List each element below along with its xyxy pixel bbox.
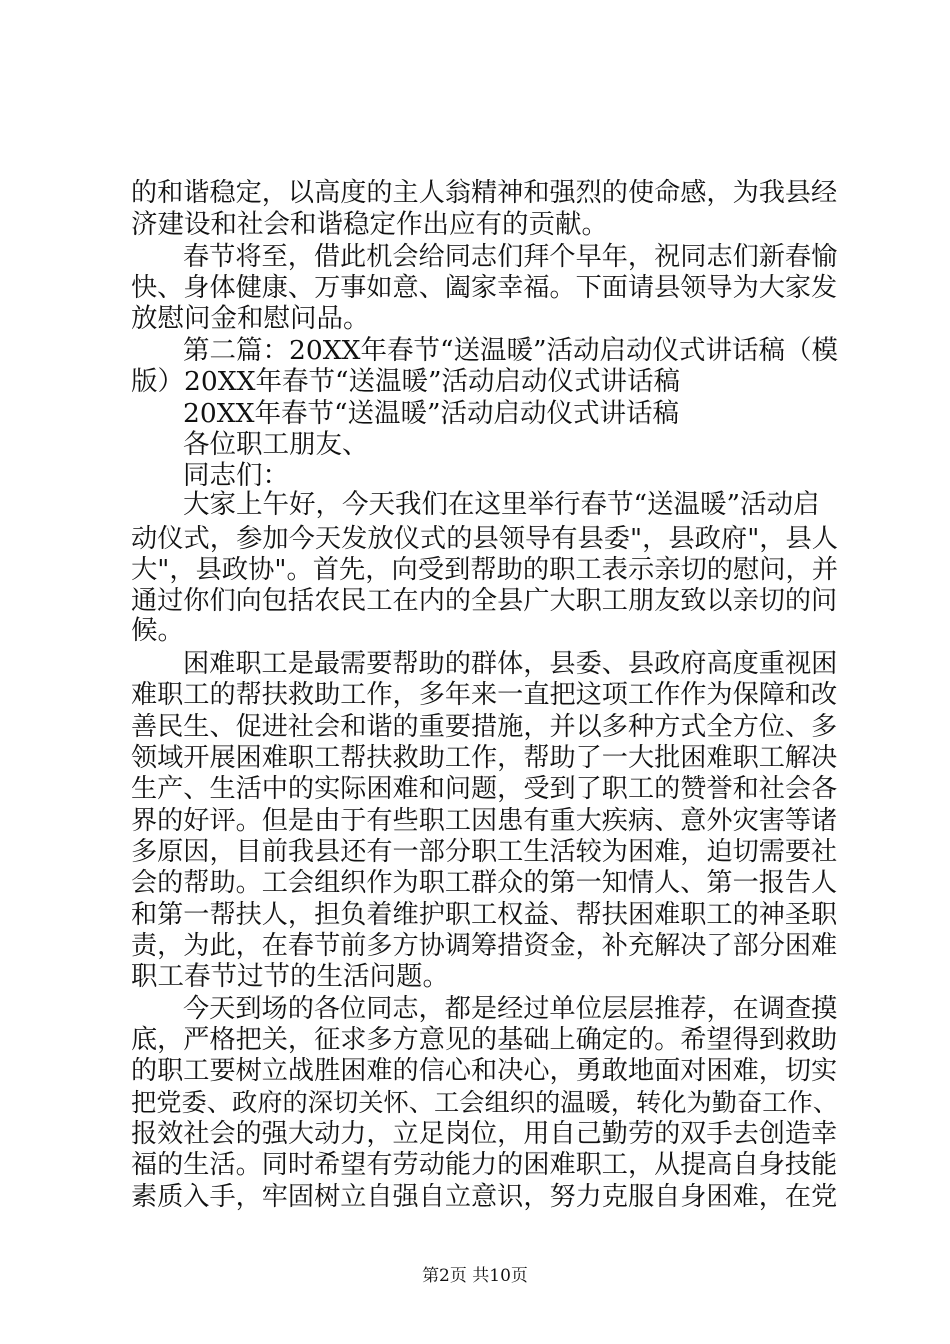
text-line: 职工春节过节的生活问题。 — [131, 961, 449, 992]
text-line: 和第一帮扶人，担负着维护职工权益、帮扶困难职工的神圣职 — [131, 900, 838, 930]
text-line: 难职工的帮扶救助工作，多年来一直把这项工作作为保障和改 — [131, 680, 838, 710]
text-line: 会的帮助。工会组织作为职工群众的第一知情人、第一报告人 — [131, 868, 838, 898]
text-line: 大家上午好，今天我们在这里举行春节“送温暖”活动启 — [183, 489, 820, 520]
text-line: 善民生、促进社会和谐的重要措施，并以多种方式全方位、多 — [131, 712, 838, 742]
text-line: 领域开展困难职工帮扶救助工作，帮助了一大批困难职工解决 — [131, 743, 838, 773]
text-line: 报效社会的强大动力，立足岗位，用自己勤劳的双手去创造幸 — [131, 1119, 838, 1149]
text-line: 困难职工是最需要帮助的群体，县委、县政府高度重视困 — [183, 649, 838, 679]
text-line: 的职工要树立战胜困难的信心和决心，勇敢地面对困难，切实 — [131, 1056, 838, 1086]
text-line: 福的生活。同时希望有劳动能力的困难职工，从提高自身技能 — [131, 1150, 838, 1180]
page-footer: 第2页 共10页 — [422, 1266, 528, 1286]
text-line: 放慰问金和慰问品。 — [131, 303, 370, 334]
text-line: 快、身体健康、万事如意、阖家幸福。下面请县领导为大家发 — [131, 273, 838, 303]
text-line: 多原因，目前我县还有一部分职工生活较为困难，迫切需要社 — [131, 837, 838, 867]
text-line: 把党委、政府的深切关怀、工会组织的温暖，转化为勤奋工作、 — [131, 1088, 838, 1117]
text-line: 济建设和社会和谐稳定作出应有的贡献。 — [131, 209, 608, 240]
text-line: 候。 — [131, 615, 184, 646]
text-line: 的和谐稳定，以高度的主人翁精神和强烈的使命感，为我县经 — [131, 178, 838, 208]
text-line: 大"，县政协"。首先，向受到帮助的职工表示亲切的慰问，并 — [131, 555, 839, 585]
section-heading: 版）20XX年春节“送温暖”活动启动仪式讲话稿 — [131, 366, 681, 397]
text-line: 动仪式，参加今天发放仪式的县领导有县委"，县政府"，县人 — [131, 524, 839, 554]
document-title: 20XX年春节“送温暖”活动启动仪式讲话稿 — [183, 398, 680, 429]
text-line: 通过你们向包括农民工在内的全县广大职工朋友致以亲切的问 — [131, 586, 838, 616]
text-line: 界的好评。但是由于有些职工因患有重大疾病、意外灾害等诸 — [131, 806, 838, 836]
text-line: 春节将至，借此机会给同志们拜个早年，祝同志们新春愉 — [183, 242, 838, 272]
salutation: 各位职工朋友、 — [183, 429, 369, 460]
salutation: 同志们： — [183, 460, 289, 491]
text-line: 今天到场的各位同志，都是经过单位层层推荐，在调查摸 — [183, 994, 838, 1024]
text-line: 素质入手，牢固树立自强自立意识，努力克服自身困难，在党 — [131, 1182, 838, 1212]
text-line: 底，严格把关，征求多方意见的基础上确定的。希望得到救助 — [131, 1025, 838, 1055]
text-line: 生产、生活中的实际困难和问题，受到了职工的赞誉和社会各 — [131, 774, 838, 804]
section-heading: 第二篇：20XX年春节“送温暖”活动启动仪式讲话稿（模 — [183, 335, 839, 366]
text-line: 责，为此，在春节前多方协调筹措资金，补充解决了部分困难 — [131, 931, 838, 961]
